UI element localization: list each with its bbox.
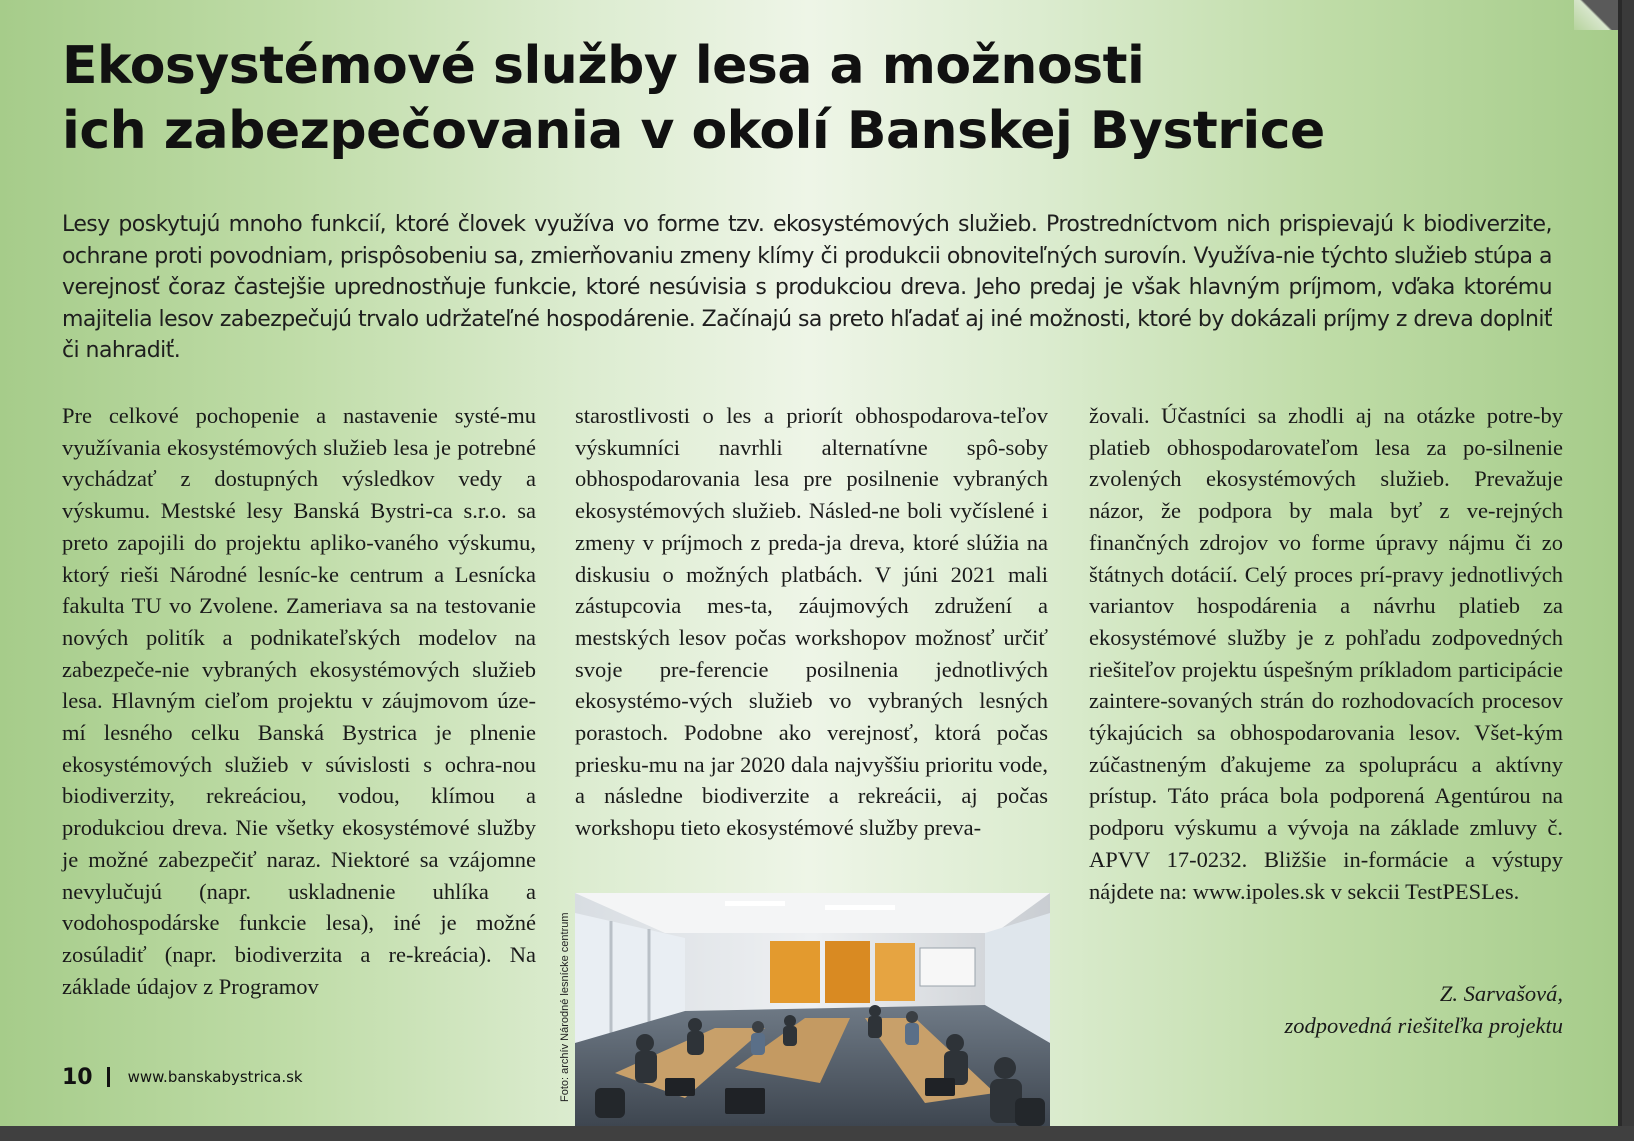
title-line-2: ich zabezpečovania v okolí Banskej Bystrice <box>62 101 1325 161</box>
author-role: zodpovedná riešiteľka projektu <box>1284 1013 1563 1038</box>
author-signature <box>1089 978 1563 1042</box>
article-title <box>62 34 1522 164</box>
workshop-photo <box>575 893 1050 1126</box>
article-column-2 <box>575 400 1048 844</box>
column-1-text: Pre celkové pochopenie a nastavenie systé-mu využívania ekosystémových služieb lesa je potrebné vychádzať z dostupných výsledkov vedy a výskumu. Mestské lesy Banská Bystri-ca s.r.o. sa preto zapojili do projektu apliko-vaného výskumu, ktorý rieši Národné lesníc-ke centrum a Lesnícka fakulta TU vo Zvolene. Zameriava sa na testovanie nových politík a podnikateľských modelov na zabezpeče-nie vybraných ekosystémových služieb lesa. Hlavným cieľom projektu v záujmovom úze-mí lesného celku Banská Bystrica je plnenie ekosystémových služieb v súvislosti s ochra-nou biodiverzity, rekreáciou, vodou, klímou a produkciou dreva. Nie všetky ekosystémové služby je možné zabezpečiť naraz. Niektoré sa vzájomne nevylučujú (napr. uskladnenie uhlíka a vodohospodárske funkcie lesa), iné je možné zosúladiť (napr. biodiverzita a re-kreácia). Na základe údajov z Programov <box>62 403 536 999</box>
article-lead: Lesy poskytujú mnoho funkcií, ktoré človek využíva vo forme tzv. ekosystémových služieb. Prostredníctvom nich prispievajú k biodiverzite, ochrane proti povodniam, prispôsobeniu sa, zmierňovaniu zmeny klímy či produkcii obnoviteľných surovín. Využíva-nie týchto služieb stúpa a verejnosť čoraz častejšie uprednostňuje funkcie, ktoré nesúvisia s produkciou dreva. Jeho predaj je však hlavným príjmom, vďaka ktorému majitelia lesov zabezpečujú trvalo udržateľné hospodárenie. Začínajú sa preto hľadať aj iné možnosti, ktoré by dokázali príjmy z dreva doplniť či nahradiť. <box>62 212 1552 364</box>
photo-credit: Foto: archív Národné lesnícke centrum <box>559 912 571 1102</box>
author-name: Z. Sarvašová, <box>1439 981 1563 1006</box>
footer-website-link[interactable]: www.banskabystrica.sk <box>127 1068 303 1086</box>
workshop-photo-illustration <box>575 893 1050 1126</box>
title-line-1: Ekosystémové služby lesa a možnosti <box>62 36 1145 96</box>
column-2-text: starostlivosti o les a priorít obhospodarova-teľov výskumníci navrhli alternatívne spô-soby obhospodarovania lesa pre posilnenie vybraných ekosystémových služieb. Násled-ne boli vyčíslené i zmeny v príjmoch z preda-ja dreva, ktoré slúžia na diskusiu o možných platbách. V júni 2021 mali zástupcovia mes-ta, záujmových združení a mestských lesov počas workshopov možnosť určiť svoje pre-ferencie posilnenia jednotlivých ekosystémo-vých služieb vo vybraných lesných porastoch. Podobne ako verejnosť, ktorá počas priesku-mu na jar 2020 dala najvyššiu prioritu vode, a následne biodiverzite a rekreácii, aj počas workshopu tieto ekosystémové služby preva- <box>575 403 1048 841</box>
page-curl <box>1574 0 1618 30</box>
column-3-text: žovali. Účastníci sa zhodli aj na otázke potre-by platieb obhospodarovateľom lesa za po-silnenie zvolených ekosystémových služieb. Prevažuje názor, že podpora by mala byť z ve-rejných finančných zdrojov vo forme úpravy nájmu či zo štátnych dotácií. Celý proces prí-pravy jednotlivých variantov hospodárenia a návrhu platieb za ekosystémové služby je z pohľadu zodpovedných riešiteľov projektu úspešným príkladom participácie zaintere-sovaných strán do rozhodovacích procesov týkajúcich sa obhospodarovania lesov. Všet-kým zúčastneným ďakujeme za spoluprácu a aktívny prístup. Táto práca bola podporená Agentúrou na podporu výskumu a vývoja na základe zmluvy č. APVV 17-0232. Bližšie in-formácie a výstupy nájdete na: www.ipoles.sk v sekcii TestPESLes. <box>1089 403 1563 904</box>
article-column-1 <box>62 400 536 1002</box>
footer-separator <box>107 1067 110 1087</box>
page-shadow <box>0 1126 1634 1141</box>
article-column-3 <box>1089 400 1563 907</box>
page-footer <box>62 1060 303 1094</box>
page-number: 10 <box>62 1064 93 1090</box>
